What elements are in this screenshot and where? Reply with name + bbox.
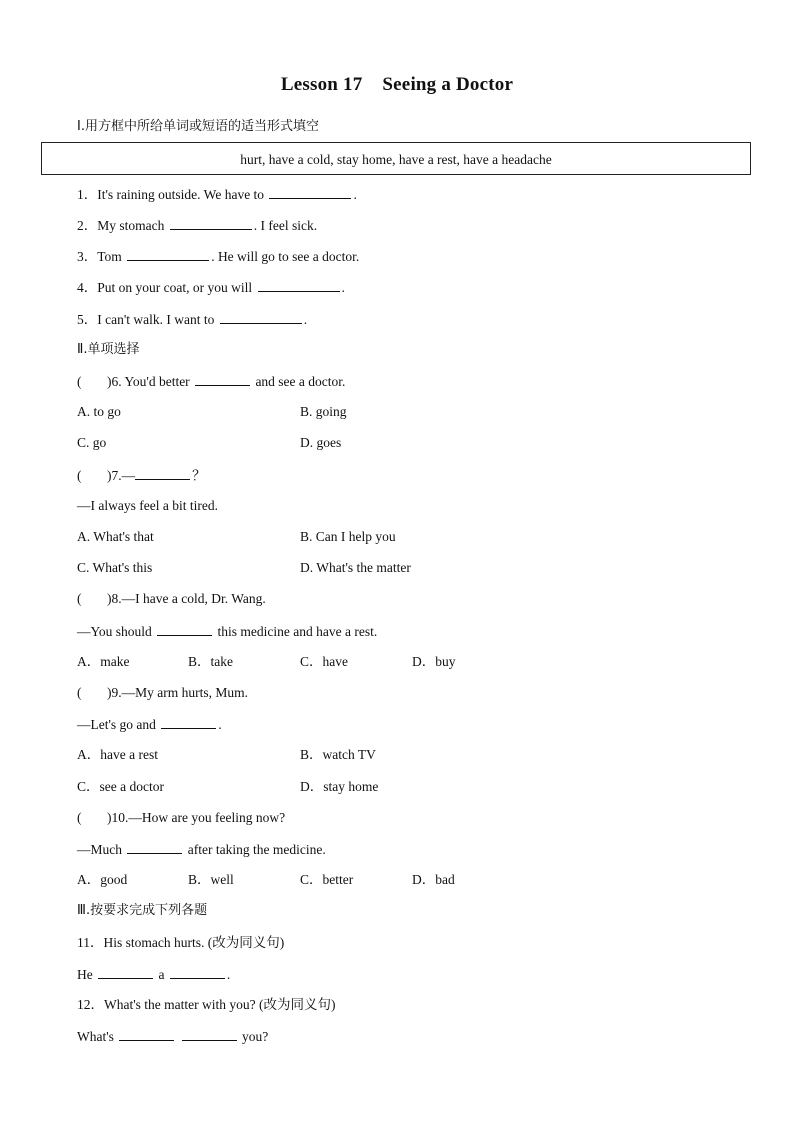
answer-blank[interactable]: [161, 715, 216, 729]
question-7-reply: —I always feel a bit tired.: [77, 498, 218, 513]
question-text: .: [218, 717, 222, 732]
answer-paren[interactable]: (: [77, 591, 82, 606]
option-c[interactable]: C．better: [300, 872, 354, 887]
answer-blank[interactable]: [182, 1027, 237, 1041]
question-text: and see a doctor.: [252, 374, 346, 389]
page-title: [0, 74, 794, 96]
question-text: .: [303, 312, 308, 327]
option-d[interactable]: D. goes: [300, 435, 342, 450]
answer-blank[interactable]: [157, 622, 212, 636]
section-1-heading: Ⅰ.用方框中所给单词或短语的适当形式填空: [77, 119, 319, 134]
question-text: . I feel sick.: [253, 218, 318, 233]
option-d[interactable]: D. What's the matter: [300, 560, 411, 575]
answer-blank[interactable]: [170, 965, 225, 979]
question-12-prompt: 12．What's the matter with you? (改为同义句): [77, 997, 336, 1012]
question-4: [77, 278, 345, 297]
option-b[interactable]: B．watch TV: [300, 747, 376, 762]
option-a[interactable]: A. to go: [77, 404, 121, 419]
question-text: )10.—How are you feeling now?: [107, 810, 286, 825]
option-d[interactable]: D．bad: [412, 872, 455, 887]
question-text: .: [226, 967, 231, 982]
question-number: 2．: [77, 218, 98, 233]
question-text: )7.—: [107, 468, 136, 483]
question-3: [77, 247, 359, 266]
question-2: [77, 216, 317, 235]
question-7: [77, 466, 206, 485]
question-text: Put on your coat, or you will: [97, 280, 256, 295]
option-d[interactable]: D．stay home: [300, 779, 379, 794]
section-2-heading: Ⅱ.单项选择: [77, 342, 140, 357]
word-box: hurt, have a cold, stay home, have a rest, have a headache: [41, 142, 751, 175]
answer-blank[interactable]: [119, 1027, 174, 1041]
question-text: It's raining outside. We have to: [97, 187, 268, 202]
question-11-prompt: 11．His stomach hurts. (改为同义句): [77, 935, 285, 950]
option-b[interactable]: B．well: [188, 872, 234, 887]
answer-blank[interactable]: [258, 278, 340, 292]
lesson-topic: Seeing a Doctor: [382, 74, 514, 95]
question-text: . He will go to see a doctor.: [211, 249, 360, 264]
question-8: [77, 590, 266, 608]
question-text: .: [341, 280, 345, 295]
question-text: a: [155, 967, 168, 982]
question-text: —Let's go and: [77, 717, 160, 732]
question-12-answer: [77, 1027, 268, 1046]
option-d[interactable]: D．buy: [412, 654, 456, 669]
option-c[interactable]: C. What's this: [77, 560, 153, 575]
question-text: —Much: [77, 842, 126, 857]
question-number: 5．: [77, 312, 98, 327]
question-text: I can't walk. I want to: [97, 312, 218, 327]
option-c[interactable]: C. go: [77, 435, 107, 450]
answer-blank[interactable]: [127, 247, 209, 261]
answer-blank[interactable]: [135, 466, 190, 480]
question-8-reply: [77, 622, 377, 641]
answer-blank[interactable]: [269, 185, 351, 199]
question-text: What's: [77, 1029, 118, 1044]
option-a[interactable]: A．have a rest: [77, 747, 158, 762]
question-number: 3．: [77, 249, 98, 264]
answer-paren[interactable]: (: [77, 468, 82, 483]
question-5: [77, 310, 307, 329]
question-text: )8.—I have a cold, Dr. Wang.: [107, 591, 266, 606]
option-b[interactable]: B. going: [300, 404, 347, 419]
option-c[interactable]: C．see a doctor: [77, 779, 164, 794]
answer-blank[interactable]: [170, 216, 252, 230]
answer-paren[interactable]: (: [77, 685, 82, 700]
question-text: ？: [192, 468, 206, 483]
answer-blank[interactable]: [127, 840, 182, 854]
answer-paren[interactable]: (: [77, 810, 82, 825]
question-text: [176, 1029, 179, 1044]
answer-blank[interactable]: [195, 372, 250, 386]
question-9-reply: [77, 715, 222, 734]
question-text: He: [77, 967, 97, 982]
question-9: [77, 684, 248, 702]
question-text: —You should: [77, 624, 156, 639]
question-10: [77, 809, 285, 827]
option-c[interactable]: C．have: [300, 654, 348, 669]
question-text: after taking the medicine.: [184, 842, 326, 857]
question-1: [77, 185, 357, 204]
question-number: 4．: [77, 280, 98, 295]
option-a[interactable]: A. What's that: [77, 529, 154, 544]
answer-blank[interactable]: [220, 310, 302, 324]
option-a[interactable]: A．good: [77, 872, 128, 887]
lesson-number: Lesson 17: [280, 74, 363, 95]
question-text: Tom: [97, 249, 126, 264]
question-6: [77, 372, 345, 391]
option-b[interactable]: B. Can I help you: [300, 529, 396, 544]
question-text: this medicine and have a rest.: [214, 624, 378, 639]
section-3-heading: Ⅲ.按要求完成下列各题: [77, 903, 208, 918]
question-text: .: [353, 187, 357, 202]
question-text: My stomach: [97, 218, 168, 233]
question-11-answer: [77, 965, 230, 984]
question-number: 1．: [77, 187, 98, 202]
question-text: )9.—My arm hurts, Mum.: [107, 685, 248, 700]
question-text: you?: [238, 1029, 269, 1044]
question-10-reply: [77, 840, 326, 859]
option-a[interactable]: A．make: [77, 654, 130, 669]
answer-paren[interactable]: (: [77, 374, 82, 389]
answer-blank[interactable]: [98, 965, 153, 979]
option-b[interactable]: B．take: [188, 654, 233, 669]
question-text: )6. You'd better: [107, 374, 194, 389]
